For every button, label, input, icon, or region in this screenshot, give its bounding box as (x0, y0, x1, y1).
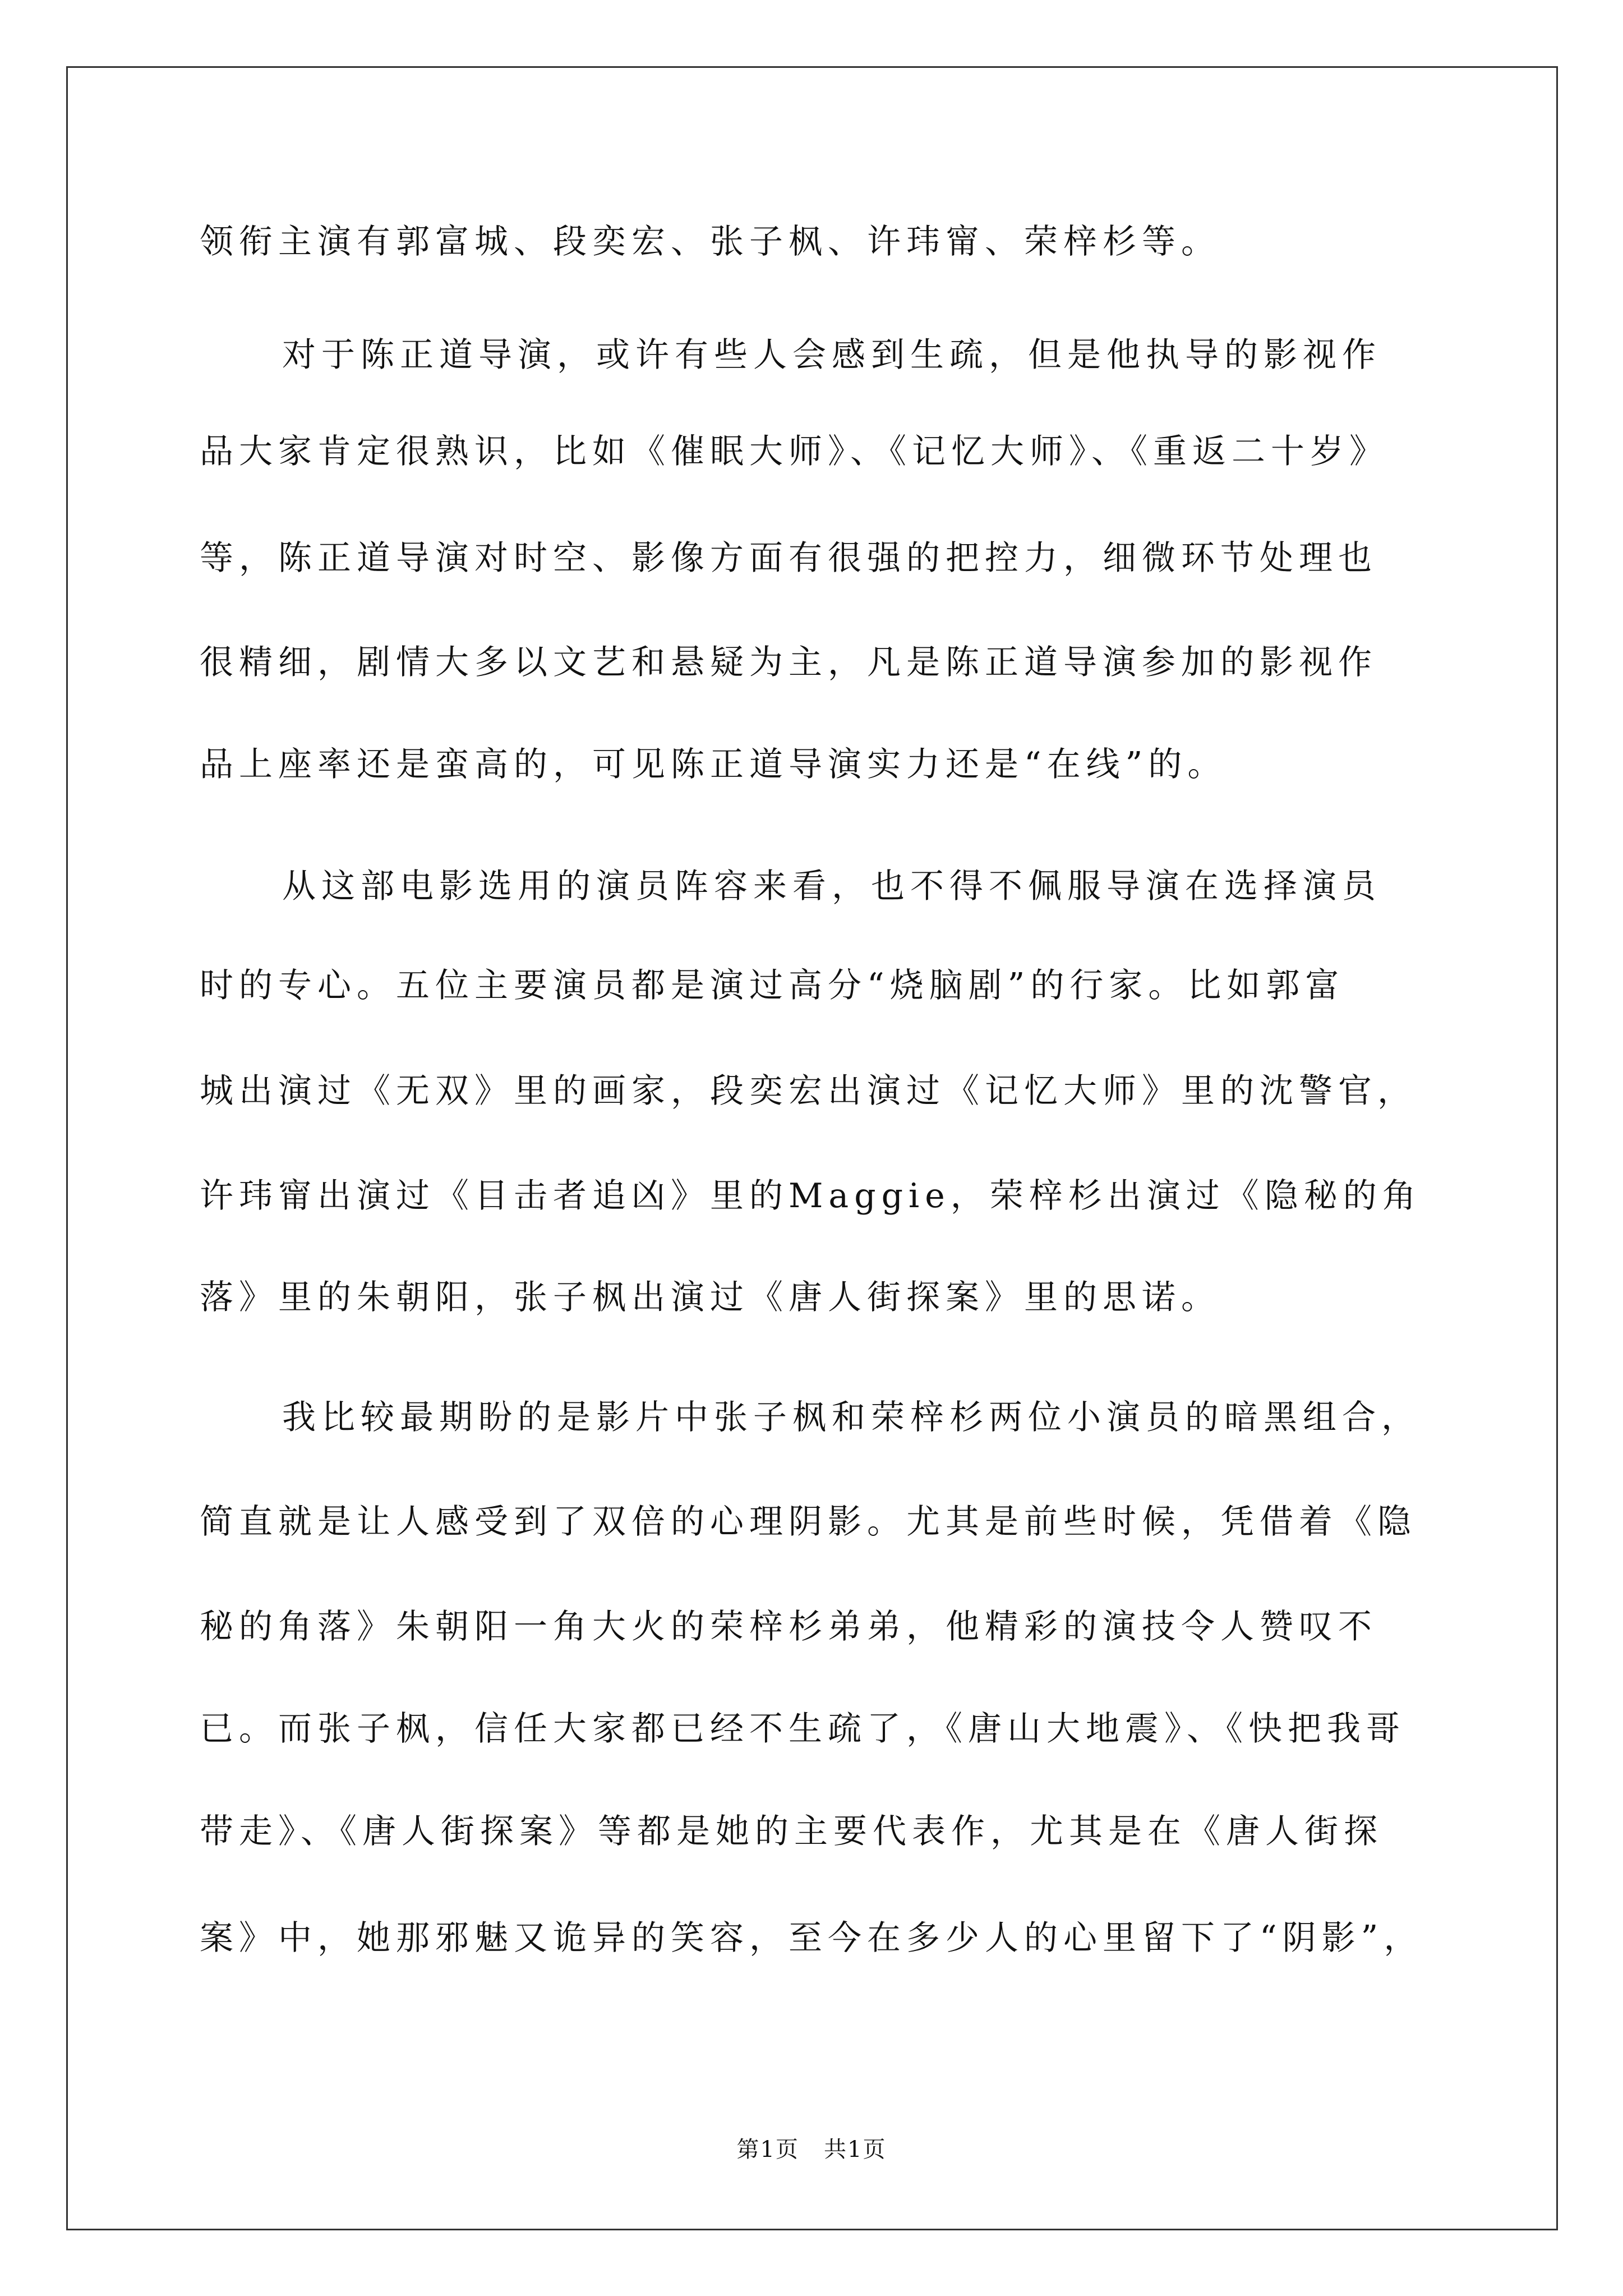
text-line: 等，陈正道导演对时空、影像方面有很强的把控力，细微环节处理也 (200, 539, 1377, 578)
text-line: 秘的角落》朱朝阳一角大火的荣梓杉弟弟，他精彩的演技令人赞叹不 (200, 1607, 1377, 1646)
text-line: 已。而张子枫，信任大家都已经不生疏了，《唐山大地震》、《快把我哥 (200, 1709, 1405, 1749)
text-line: 领衔主演有郭富城、段奕宏、张子枫、许玮甯、荣梓杉等。 (200, 222, 1220, 261)
text-line: 品大家肯定很熟识，比如《催眠大师》、《记忆大师》、《重返二十岁》 (200, 432, 1389, 471)
paragraph-first-line: 对于陈正道导演，或许有些人会感到生疏，但是他执导的影视作 (282, 335, 1381, 375)
text-line: 时的专心。五位主要演员都是演过高分“烧脑剧”的行家。比如郭富 (200, 966, 1345, 1005)
text-line: 落》里的朱朝阳，张子枫出演过《唐人街探案》里的思诺。 (200, 1278, 1220, 1317)
text-line: 很精细，剧情大多以文艺和悬疑为主，凡是陈正道导演参加的影视作 (200, 643, 1377, 682)
text-line: 带走》、《唐人街探案》等都是她的主要代表作，尤其是在《唐人街探 (200, 1812, 1383, 1851)
text-line: 简直就是让人感受到了双倍的心理阴影。尤其是前些时候，凭借着《隐 (200, 1502, 1417, 1542)
text-line: 案》中，她那邪魅又诡异的笑容，至今在多少人的心里留下了“阴影”， (200, 1918, 1423, 1958)
text-line: 城出演过《无双》里的画家，段奕宏出演过《记忆大师》里的沈警官， (200, 1071, 1417, 1111)
page-footer (0, 2132, 1623, 2164)
paragraph-first-line: 我比较最期盼的是影片中张子枫和荣梓杉两位小演员的暗黑组合， (282, 1398, 1421, 1437)
page-number: 第1页 (736, 2137, 799, 2162)
page-border (66, 66, 1558, 2230)
paragraph-first-line: 从这部电影选用的演员阵容来看，也不得不佩服导演在选择演员 (282, 867, 1381, 906)
text-line: 许玮甯出演过《目击者追凶》里的Maggie，荣梓杉出演过《隐秘的角 (200, 1176, 1422, 1216)
page-total: 共1页 (824, 2137, 887, 2162)
text-line: 品上座率还是蛮高的，可见陈正道导演实力还是“在线”的。 (200, 745, 1227, 784)
